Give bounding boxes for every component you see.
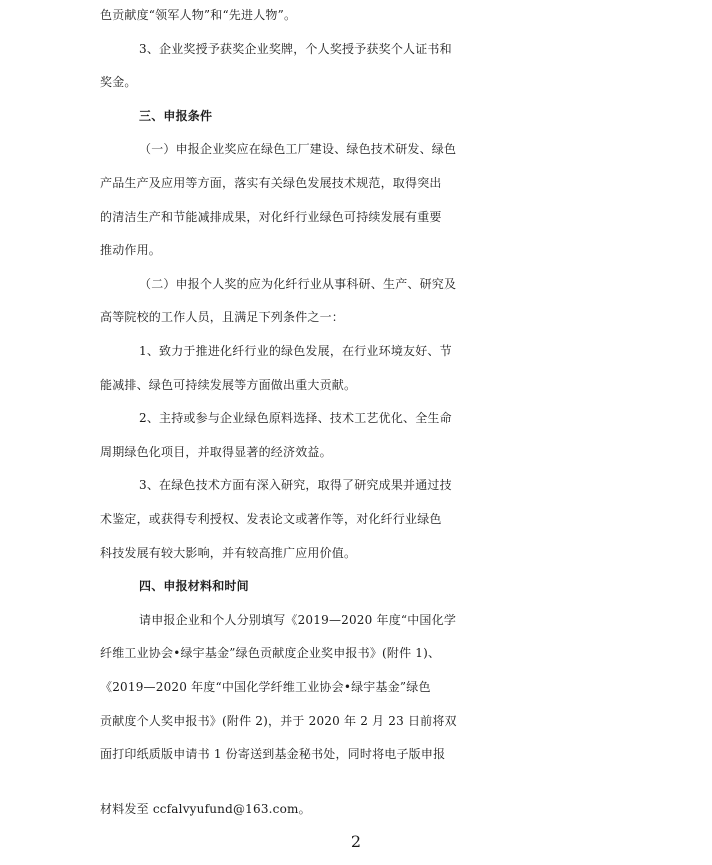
text-line: 奖金。 (100, 75, 137, 90)
text-line: 纤维工业协会•绿宇基金”绿色贡献度企业奖申报书》(附件 1)、 (100, 646, 441, 661)
text-line: 面打印纸质版申请书 1 份寄送到基金秘书处，同时将电子版申报 (100, 747, 446, 762)
text-line: 2、主持或参与企业绿色原料选择、技术工艺优化、全生命 (139, 411, 452, 426)
text-line: 高等院校的工作人员，且满足下列条件之一： (100, 310, 345, 325)
page-number: 2 (350, 832, 362, 851)
text-line: 科技发展有较大影响，并有较高推广应用价值。 (100, 545, 357, 560)
text-line: 推动作用。 (100, 243, 162, 258)
text-line: 材料发至 ccfalvyufund@163.com。 (100, 802, 311, 816)
text-line: （二）申报个人奖的应为化纤行业从事科研、生产、研究及 (139, 276, 457, 291)
text-line: 《2019—2020 年度“中国化学纤维工业协会•绿宇基金”绿色 (100, 680, 431, 694)
text-line: 色贡献度“领军人物”和“先进人物”。 (100, 8, 297, 22)
text-line: 的清洁生产和节能减排成果，对化纤行业绿色可持续发展有重要 (100, 209, 442, 224)
text-line: 3、在绿色技术方面有深入研究，取得了研究成果并通过技 (139, 478, 452, 493)
section-heading: 三、申报条件 (139, 108, 213, 123)
text-line: 周期绿色化项目，并取得显著的经济效益。 (100, 444, 332, 459)
text-line: （一）申报企业奖应在绿色工厂建设、绿色技术研发、绿色 (139, 142, 457, 157)
section-heading: 四、申报材料和时间 (139, 579, 249, 594)
text-line: 能减排、绿色可持续发展等方面做出重大贡献。 (100, 377, 357, 392)
text-line: 产品生产及应用等方面，落实有关绿色发展技术规范，取得突出 (100, 176, 442, 190)
text-line: 3、企业奖授予获奖企业奖牌，个人奖授予获奖个人证书和 (139, 41, 452, 56)
text-line: 请申报企业和个人分别填写《2019—2020 年度“中国化学 (139, 612, 457, 627)
text-line: 1、致力于推进化纤行业的绿色发展，在行业环境友好、节 (139, 344, 452, 358)
text-line: 术鉴定，或获得专利授权、发表论文或著作等，对化纤行业绿色 (100, 512, 442, 526)
text-line: 贡献度个人奖申报书》(附件 2)，并于 2020 年 2 月 23 日前将双 (100, 713, 457, 728)
